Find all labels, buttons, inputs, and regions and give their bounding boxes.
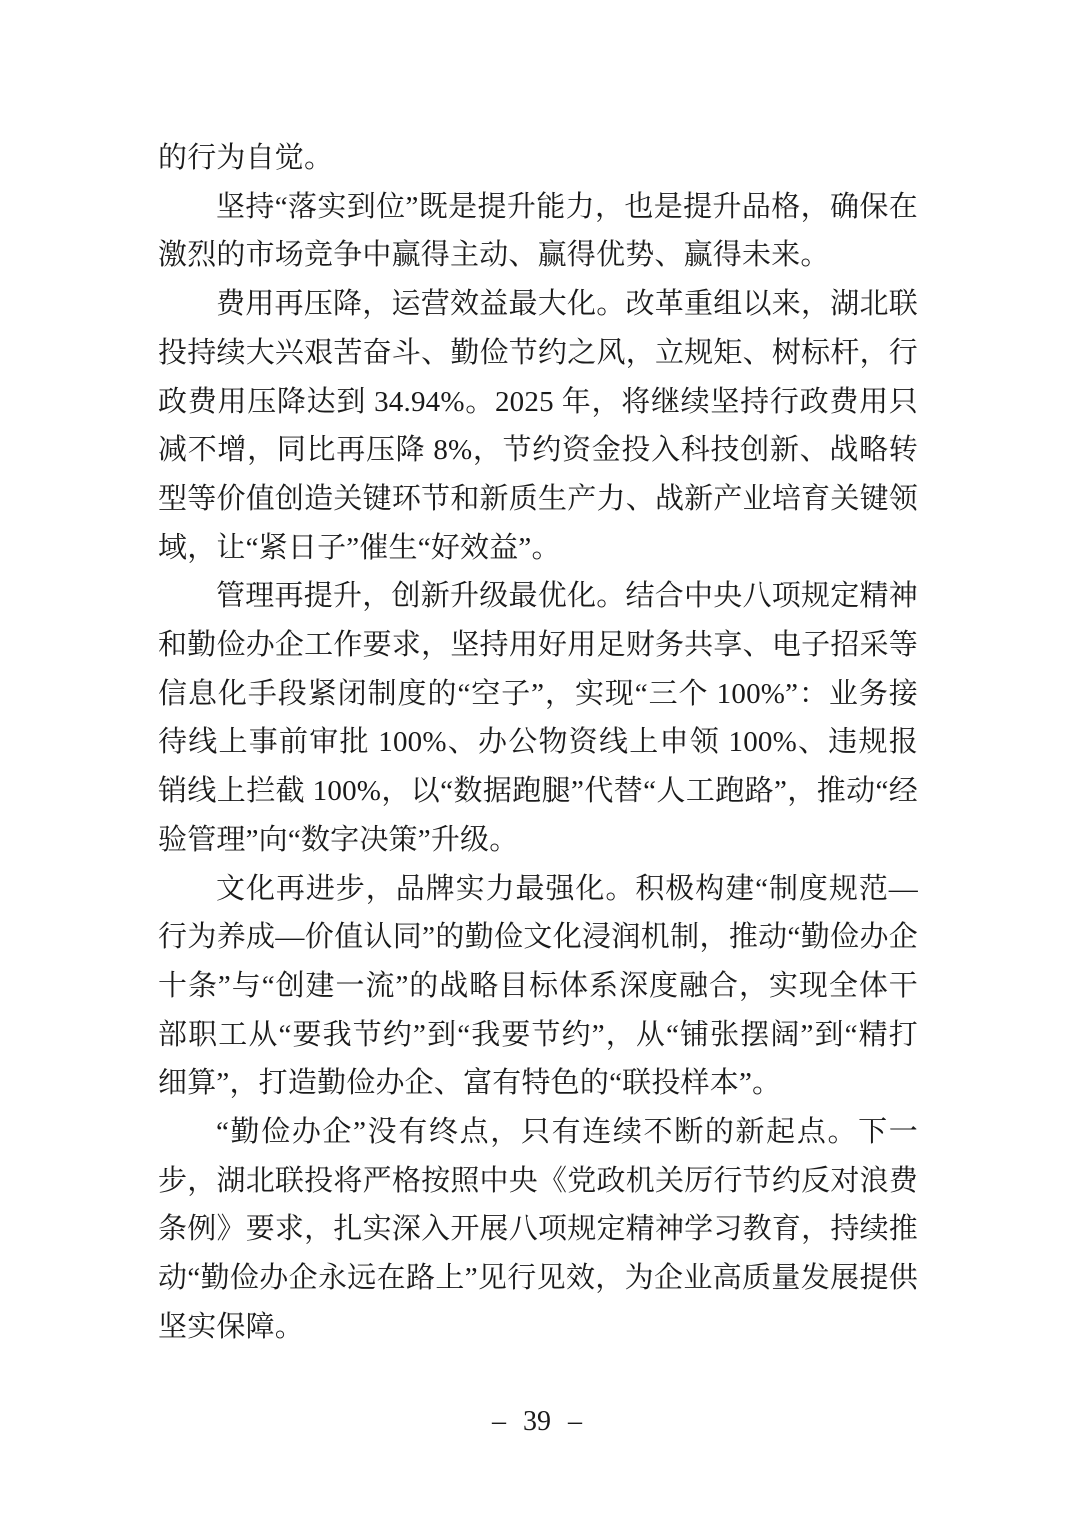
body-paragraph: 的行为自觉。 [158, 142, 334, 174]
body-paragraph: 文化再进步，品牌实力最强化。积极构建“制度规范—行为养成—价值认同”的勤俭文化浸润机制，推动“勤俭办企十条”与“创建一流”的战略目标体系深度融合，实现全体干部职工从“要我节约”到“我要节约”，从“铺张摆阔”到“精打细算”，打造勤俭办企、富有特色的“联投样本”。 [158, 872, 918, 1100]
page-number: – 39 – [492, 1406, 582, 1437]
body-paragraph: 坚持“落实到位”既是提升能力，也是提升品格，确保在激烈的市场竞争中赢得主动、赢得优势、赢得未来。 [158, 190, 918, 272]
body-paragraph: 费用再压降，运营效益最大化。改革重组以来，湖北联投持续大兴艰苦奋斗、勤俭节约之风，立规矩、树标杆，行政费用压降达到 34.94%。2025 年，将继续坚持行政费用只减不增，同比再压降 8%，节约资金投入科技创新、战略转型等价值创造关键环节和新质生产力、战新产业培育关键领域，让“紧日子”催生“好效益”。 [158, 288, 918, 564]
body-paragraph: “勤俭办企”没有终点，只有连续不断的新起点。下一步，湖北联投将严格按照中央《党政机关厉行节约反对浪费条例》要求，扎实深入开展八项规定精神学习教育，持续推动“勤俭办企永远在路上”见行见效，为企业高质量发展提供坚实保障。 [158, 1116, 918, 1343]
body-paragraph: 管理再提升，创新升级最优化。结合中央八项规定精神和勤俭办企工作要求，坚持用好用足财务共享、电子招采等信息化手段紧闭制度的“空子”，实现“三个 100%”：业务接待线上事前审批 100%、办公物资线上申领 100%、违规报销线上拦截 100%，以“数据跑腿”代替“人工跑路”，推动“经验管理”向“数字决策”升级。 [158, 580, 918, 856]
page-footer [0, 1402, 1074, 1442]
text-column [158, 134, 918, 1352]
